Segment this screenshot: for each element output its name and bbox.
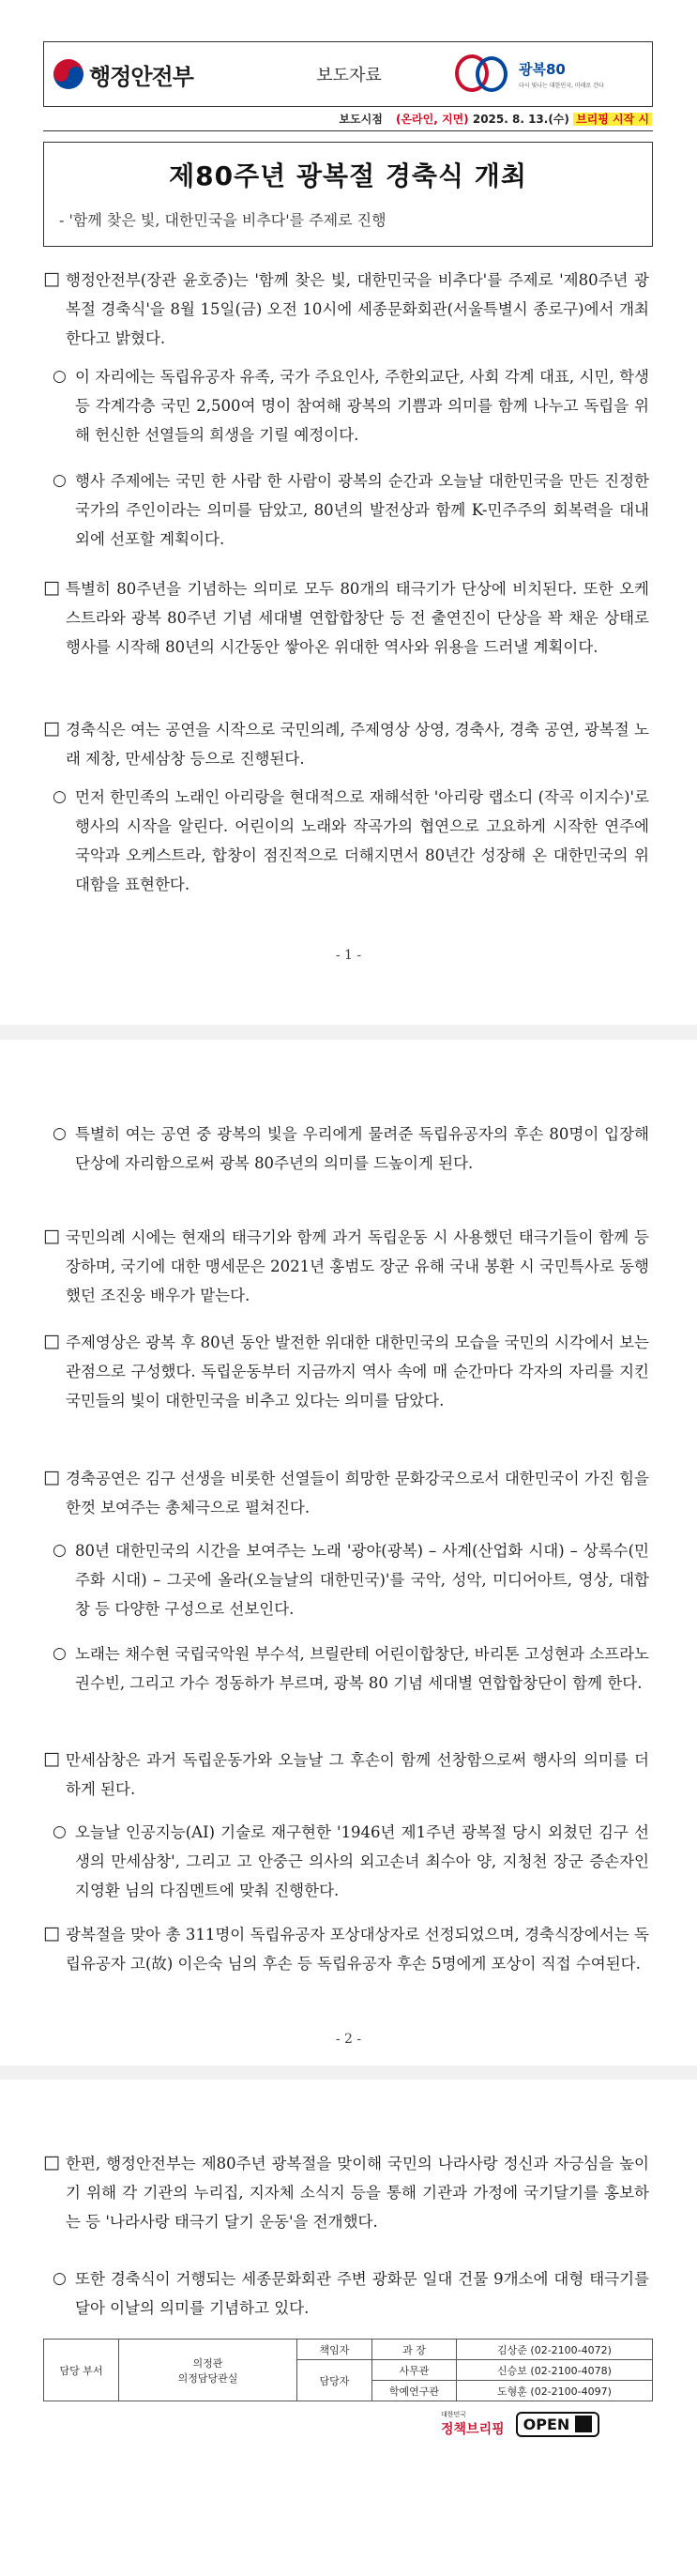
page-subtitle: - '함께 찾은 빛, 대한민국을 비추다'를 주제로 진행 — [59, 211, 386, 229]
contact-table — [43, 2339, 653, 2401]
square-bullet: □ — [43, 1331, 60, 1351]
anniversary-title: 광복80 — [519, 61, 566, 78]
policy-briefing-logo — [441, 2410, 505, 2438]
paragraph-text: 특별히 여는 공연 중 광복의 빛을 우리에게 물려준 독립유공자의 후손 80명이 입장해 단상에 자리함으로써 광복 80주년의 의미를 드높이게 된다. — [75, 1125, 649, 1172]
paragraph-text: 이 자리에는 독립유공자 유족, 국가 주요인사, 주한외교단, 사회 각계 대표, 시민, 학생 등 각계각층 국민 2,500여 명이 참여해 광복의 기쁨과 의미를 함께 나누고 독립을 위해 헌신한 선열들의 희생을 기릴 예정이다. — [75, 368, 649, 444]
open-label: OPEN — [523, 2415, 570, 2433]
taeguk-emblem-icon — [53, 59, 83, 89]
paragraph-text: 만세삼창은 과거 독립운동가와 오늘날 그 후손이 함께 선창함으로써 행사의 의미를 더하게 된다. — [66, 1751, 649, 1798]
paragraph-text: 광복절을 맞아 총 311명이 독립유공자 포상대상자로 선정되었으며, 경축식장에서는 독립유공자 고(故) 이은숙 님의 후손 등 독립유공자 후손 5명에게 포상이 직접 수여된다. — [66, 1926, 649, 1973]
paragraph-text: 80년 대한민국의 시간을 보여주는 노래 '광야(광복) – 사계(산업화 시대) – 상록수(민주화 시대) – 그곳에 올라(오늘날의 대한민국)'를 국악, 성악, 미디어아트, 영상, 대합창 등 다양한 구성으로 선보인다. — [75, 1542, 649, 1618]
briefing-badge: 브리핑 시작 시 — [573, 113, 652, 126]
paragraph — [53, 1639, 649, 1698]
paragraph-text: 국민의례 시에는 현재의 태극기와 함께 과거 독립운동 시 사용했던 태극기들이 함께 등장하며, 국기에 대한 맹세문은 2021년 홍범도 장군 유해 국내 봉환 시 국민특사로 동행했던 조진웅 배우가 맡는다. — [66, 1228, 649, 1304]
circle-bullet: ○ — [53, 1644, 67, 1663]
policy-brand-name: 정책브리핑 — [441, 2422, 505, 2437]
staff-name: 도형훈 (02-2100-4097) — [457, 2381, 653, 2401]
paragraph — [53, 783, 649, 899]
circle-bullet: ○ — [53, 367, 67, 386]
circle-bullet: ○ — [53, 787, 67, 806]
paragraph — [43, 1920, 649, 1978]
paragraph — [43, 1223, 649, 1310]
paragraph — [43, 1745, 649, 1804]
ministry-logo — [44, 58, 269, 91]
title-box — [43, 142, 653, 247]
square-bullet: □ — [43, 2152, 60, 2172]
anniversary-logo — [429, 51, 604, 98]
paragraph — [43, 266, 649, 353]
anniversary-80-icon — [447, 51, 513, 98]
paragraph — [53, 466, 649, 554]
paragraph-text: 오늘날 인공지능(AI) 기술로 재구현한 '1946년 제1주년 광복절 당시 외쳤던 김구 선생의 만세삼창', 그리고 고 안중근 의사의 외고손녀 최수아 양, 지청천 장군 증손자인 지영환 님의 다짐멘트에 맞춰 진행한다. — [75, 1823, 649, 1899]
anniversary-subtitle: 다시 빛나는 대한민국, 미래로 간다 — [519, 83, 604, 89]
paragraph-text: 행사 주제에는 국민 한 사람 한 사람이 광복의 순간과 오늘날 대한민국을 만든 진정한 국가의 주인이라는 의미를 담았고, 80년의 발전상과 함께 K-민주주의 회복력을 대내외에 선포할 계획이다. — [75, 472, 649, 548]
square-bullet: □ — [43, 577, 60, 598]
paragraph — [53, 1536, 649, 1623]
staff-title: 사무관 — [372, 2360, 457, 2381]
release-date: 2025. 8. 13.(수) — [472, 113, 569, 126]
circle-bullet: ○ — [53, 1822, 67, 1841]
staff-title: 학예연구관 — [372, 2381, 457, 2401]
paragraph — [53, 1120, 649, 1178]
paragraph — [53, 1818, 649, 1905]
press-release-header — [43, 41, 653, 107]
square-bullet: □ — [43, 268, 60, 289]
release-time-label: 보도시점 — [339, 113, 383, 126]
resp-title: 과 장 — [372, 2340, 457, 2360]
team-name: 의정담당관실 — [177, 2371, 238, 2385]
paragraph — [43, 2149, 649, 2236]
release-type: 보도자료 — [316, 66, 382, 85]
footer-logos — [441, 2410, 599, 2438]
square-bullet: □ — [43, 1467, 60, 1487]
square-bullet: □ — [43, 1923, 60, 1943]
paragraph — [43, 574, 649, 662]
square-bullet: □ — [43, 1748, 60, 1769]
square-bullet: □ — [43, 718, 60, 739]
license-mark-icon — [575, 2416, 592, 2432]
release-time — [339, 111, 652, 127]
paragraph-text: 주제영상은 광복 후 80년 동안 발전한 위대한 대한민국의 모습을 국민의 시각에서 보는 관점으로 구성했다. 독립운동부터 지금까지 역사 속에 매 순간마다 각자의 자리를 지킨 국민들의 빛이 대한민국을 비추고 있다는 의미를 담았다. — [66, 1334, 649, 1410]
paragraph-text: 또한 경축식이 거행되는 세종문화회관 주변 광화문 일대 건물 9개소에 대형 태극기를 달아 이날의 의미를 기념하고 있다. — [75, 2270, 649, 2317]
dept-cell — [119, 2340, 297, 2401]
open-license-badge — [516, 2412, 600, 2437]
paragraph — [43, 1328, 649, 1415]
circle-bullet: ○ — [53, 471, 67, 490]
policy-brand-small: 대한민국 — [441, 2411, 467, 2418]
paragraph-text: 경축공연은 김구 선생을 비롯한 선열들이 희망한 문화강국으로서 대한민국이 가진 힘을 한껏 보여주는 총체극으로 펼쳐진다. — [66, 1470, 649, 1517]
paragraph — [43, 715, 649, 773]
dept-label: 담당 부서 — [44, 2340, 119, 2401]
page-number: - 1 - — [335, 948, 362, 963]
divider — [43, 130, 653, 131]
paragraph — [53, 2264, 649, 2323]
paragraph-text: 한편, 행정안전부는 제80주년 광복절을 맞이해 국민의 나라사랑 정신과 자긍심을 높이기 위해 각 기관의 누리집, 지자체 소식지 등을 통해 기관과 가정에 국기달기를 홍보하는 등 '나라사랑 태극기 달기 운동'을 전개했다. — [66, 2155, 649, 2231]
staff-label: 담당자 — [297, 2360, 372, 2401]
resp-name: 김상준 (02-2100-4072) — [457, 2340, 653, 2360]
circle-bullet: ○ — [53, 1541, 67, 1560]
paragraph-text: 경축식은 여는 공연을 시작으로 국민의례, 주제영상 상영, 경축사, 경축 공연, 광복절 노래 제창, 만세삼창 등으로 진행된다. — [66, 721, 649, 768]
square-bullet: □ — [43, 1226, 60, 1246]
page-number: - 2 - — [335, 2032, 362, 2047]
ministry-name: 행정안전부 — [89, 63, 193, 90]
page-gap — [0, 2065, 697, 2080]
circle-bullet: ○ — [53, 1124, 67, 1143]
release-channel: (온라인, 지면) — [395, 113, 469, 126]
dept-name: 의정관 — [192, 2356, 223, 2370]
page-gap — [0, 1025, 697, 1040]
paragraph-text: 노래는 채수현 국립국악원 부수석, 브릴란테 어린이합창단, 바리톤 고성현과 소프라노 권수빈, 그리고 가수 정동하가 부르며, 광복 80 기념 세대별 연합합창단이 함께 한다. — [75, 1645, 649, 1692]
paragraph — [53, 362, 649, 450]
page-title: 제80주년 광복절 경축식 개최 — [169, 160, 527, 191]
resp-label: 책임자 — [297, 2340, 372, 2360]
paragraph — [43, 1464, 649, 1522]
circle-bullet: ○ — [53, 2269, 67, 2288]
paragraph-text: 특별히 80주년을 기념하는 의미로 모두 80개의 태극기가 단상에 비치된다. 또한 오케스트라와 광복 80주년 기념 세대별 연합합창단 등 전 출연진이 단상을 꽉 채운 상태로 행사를 시작해 80년의 시간동안 쌓아온 위대한 역사와 위용을 드러낼 계획이다. — [66, 580, 649, 656]
staff-name: 신승보 (02-2100-4078) — [457, 2360, 653, 2381]
paragraph-text: 행정안전부(장관 윤호중)는 '함께 찾은 빛, 대한민국을 비추다'를 주제로 '제80주년 광복절 경축식'을 8월 15일(금) 오전 10시에 세종문화회관(서울특별시 종로구)에서 개최한다고 밝혔다. — [66, 271, 649, 347]
paragraph-text: 먼저 한민족의 노래인 아리랑을 현대적으로 재해석한 '아리랑 랩소디 (작곡 이지수)'로 행사의 시작을 알린다. 어린이의 노래와 작곡가의 협연으로 고요하게 시작한 연주에 국악과 오케스트라, 합창이 점진적으로 더해지면서 80년간 성장해 온 대한민국의 위대함을 표현한다. — [75, 788, 649, 893]
